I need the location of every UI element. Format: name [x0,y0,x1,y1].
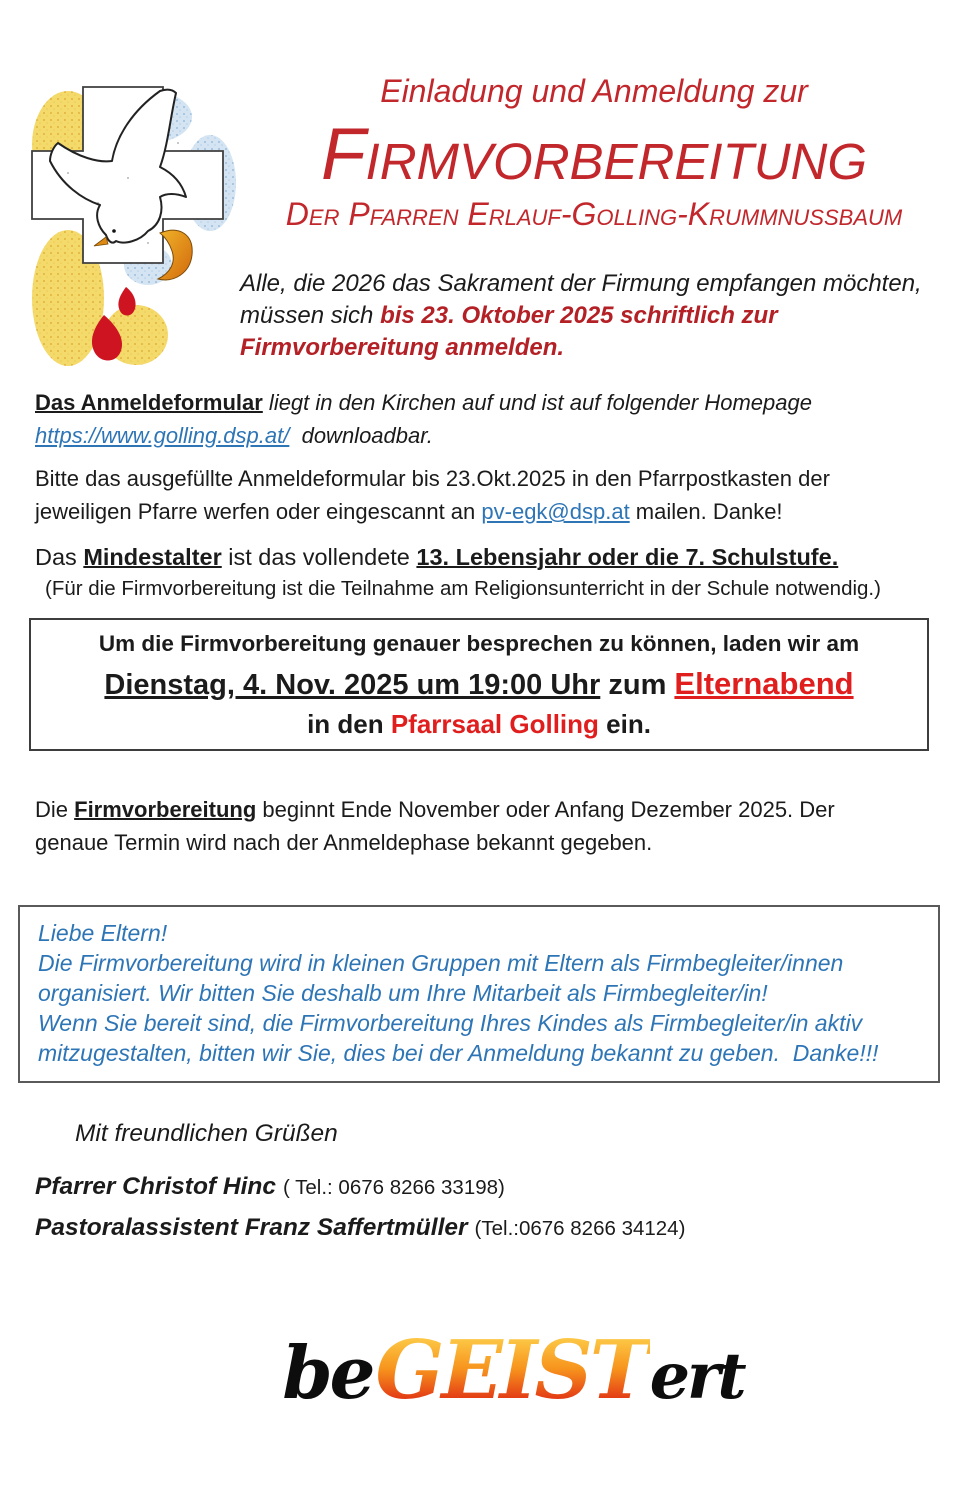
closing-greeting: Mit freundlichen Grüßen [75,1120,338,1147]
page-title: Firmvorbereitung [320,114,868,195]
event-line-3 [39,709,919,739]
min-age-line [35,542,931,572]
subtitle: Der Pfarren Erlauf-Golling-Krummnussbaum [285,196,903,232]
min-age-keyword: Mindestalter [83,544,222,570]
min-age-mid: ist das vollendete [221,544,417,570]
min-age-pre: Das [35,544,84,570]
priest-name: Pfarrer Christof Hinc [35,1173,276,1200]
signature-priest [35,1171,931,1204]
event-name: Elternabend [674,666,854,701]
parents-appeal-box [18,905,940,1083]
form-keyword: Das Anmeldeformular [35,390,263,415]
form-line-1-rest: liegt in den Kirchen auf und ist auf folgender Homepage [262,390,812,415]
event-line-3-post: ein. [598,709,651,739]
parents-line-5: mitzugestalten, bitten wir Sie, dies bei der Anmeldung bekannt zu geben. Danke!!! [38,1040,879,1066]
submit-line-2-pre: jeweiligen Pfarre werfen oder eingescannt an [35,499,482,524]
submit-line-1: Bitte das ausgefüllte Anmeldeformular bis 23.Okt.2025 in den Pfarrpostkasten der [35,466,830,491]
intro-paragraph [240,268,961,364]
body-content [35,386,931,1424]
parents-line-2: Die Firmvorbereitung wird in kleinen Gruppen mit Eltern als Firmbegleiter/innen [38,950,844,976]
signature-assistant [35,1212,931,1245]
intro-line-1: Alle, die 2026 das Sakrament der Firmung empfangen möchten, [240,270,922,297]
intro-line-2 [240,300,961,332]
homepage-link[interactable]: https://www.golling.dsp.at/ [35,423,290,448]
logo-part-ert: ert [649,1339,744,1413]
intro-line-2-black: müssen sich [240,302,381,329]
min-age-note: (Für die Firmvorbereitung ist die Teilnahme am Religionsunterricht in der Schule notwendig.) [45,577,881,600]
begeistert-logo [65,1323,961,1424]
min-age-requirement: 13. Lebensjahr oder die 7. Schulstufe. [416,544,839,570]
start-line-1-pre: Die [35,797,75,822]
event-line-1: Um die Firmvorbereitung genauer besprechen zu können, laden wir am [98,631,860,656]
form-paragraph [35,386,931,452]
start-line-1 [35,793,931,826]
priest-phone: ( Tel.: 0676 8266 33198) [282,1176,505,1199]
header [238,0,950,232]
event-line-3-pre: in den [307,709,391,739]
start-line-2: genaue Termin wird nach der Anmeldephase bekannt gegeben. [35,830,653,855]
parents-line-3: organisiert. Wir bitten Sie deshalb um Ihre Mitarbeit als Firmbegleiter/in! [38,980,768,1006]
event-location: Pfarrsaal Golling [390,709,599,739]
dove-cross-flame-logo [28,83,244,375]
start-keyword: Firmvorbereitung [74,797,257,822]
submit-line-2 [35,495,931,528]
parents-line-4: Wenn Sie bereit sind, die Firmvorbereitung Ihres Kindes als Firmbegleiter/in aktiv [38,1010,863,1036]
assistant-name: Pastoralassistent Franz Saffertmüller [35,1214,468,1241]
form-line-1 [35,386,931,419]
email-link[interactable]: pv-egk@dsp.at [481,499,630,524]
logo-part-be: be [282,1330,373,1415]
start-line-1-post: beginnt Ende November oder Anfang Dezember 2025. Der [256,797,835,822]
deadline-text: bis 23. Oktober 2025 schriftlich zur [380,302,778,329]
start-paragraph [35,793,931,859]
event-line-2-mid: zum [600,669,675,701]
kicker: Einladung und Anmeldung zur [380,73,808,109]
parents-line-1: Liebe Eltern! [38,920,168,946]
submit-line-2-post: mailen. Danke! [629,499,783,524]
assistant-phone: (Tel.:0676 8266 34124) [474,1217,686,1240]
parents-evening-box [29,618,929,751]
submit-paragraph [35,462,931,528]
form-line-2 [35,419,931,452]
event-datetime: Dienstag, 4. Nov. 2025 um 19:00 Uhr [104,669,601,701]
event-line-2 [39,666,919,703]
intro-line-3: Firmvorbereitung anmelden. [240,334,565,361]
form-line-2-rest: downloadbar. [289,423,433,448]
logo-part-geist: GEIST [372,1323,649,1418]
eye [112,229,116,233]
